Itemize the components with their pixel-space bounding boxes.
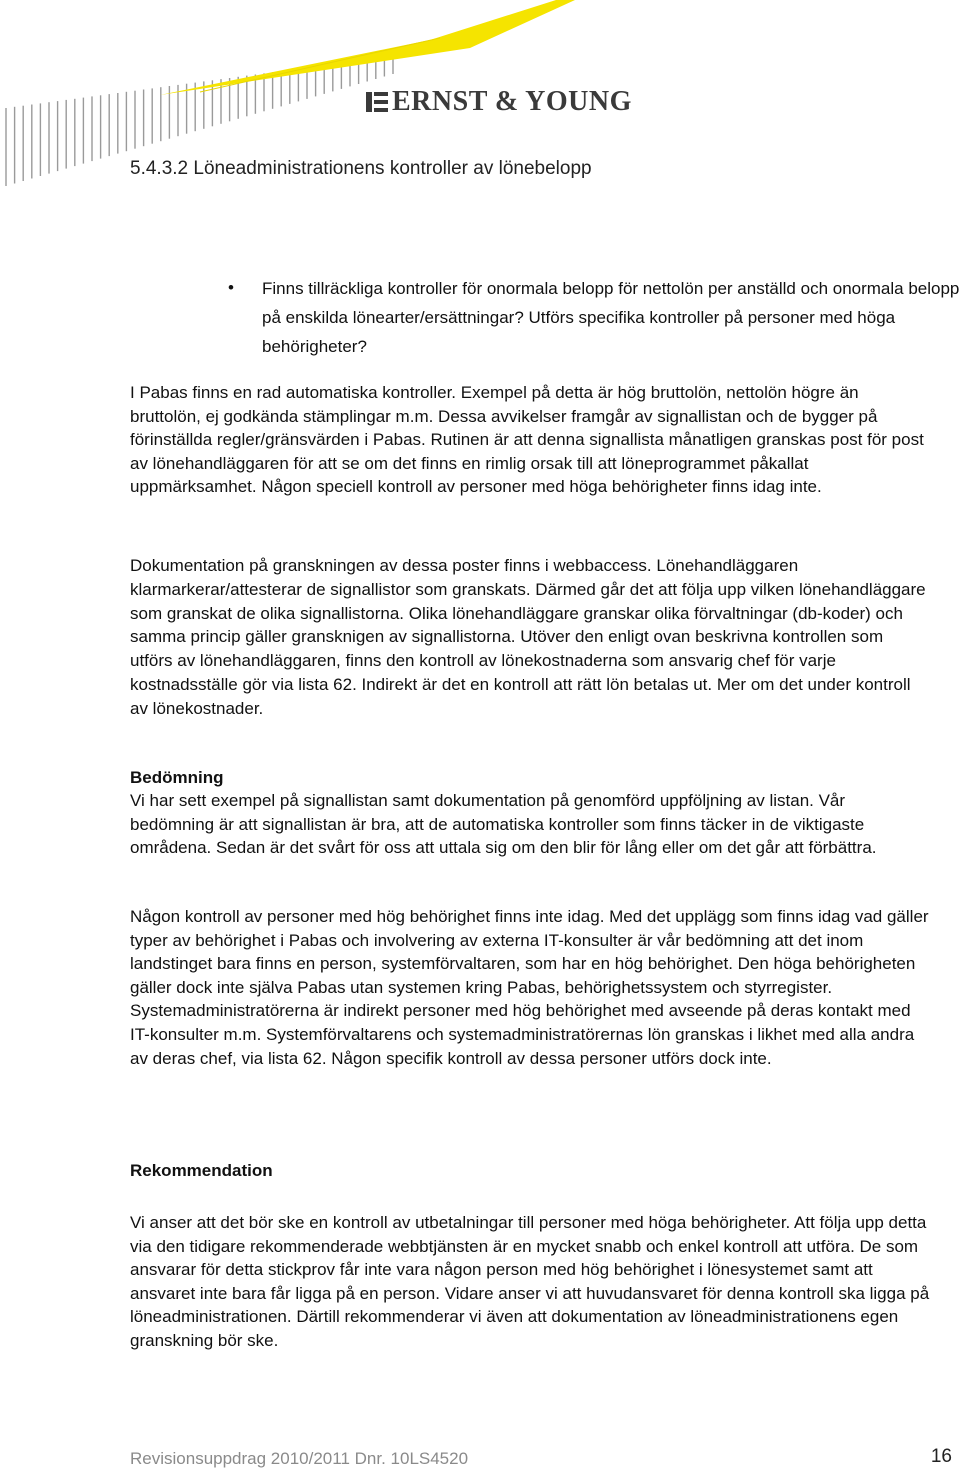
assessment-heading: Bedömning [130,768,224,787]
ey-logo-mark-icon [366,90,390,114]
paragraph-text: Någon kontroll av personer med hög behörighet finns inte idag. Med det upplägg som finns idag vad gäller typer av behörighet i Pabas och involvering av externa IT-konsulter är vår bedömning att det inom landstinget bara finns en person, systemförvaltaren, som har en hög behörighet. Den höga behörigheten gäller dock inte själva Pabas utan systemen kring Pabas, behörighetssystem och styrregister. Systemadministratörerna är indirekt personer med hög behörighet med avseende på deras kontakt med IT-konsulter m.m. Systemförvaltarens och systemadministratörernas lön granskas i likhet med alla andra av deras chef, via lista 62. Någon specifik kontroll av dessa personer utförs dock inte. [130,907,929,1068]
recommendation-section [130,1211,930,1353]
paragraph-text: Dokumentation på granskningen av dessa poster finns i webbaccess. Lönehandläggaren klarmarkerar/attesterar de signallistor som granskats. Därmed går det att följa upp vilken lönehandläggare som granskat de olika signallistorna. Olika lönehandläggare granskar olika förvaltningar (db-koder) och samma princip gäller gransknigen av signallistorna. Utöver den enligt ovan beskrivna kontrollen som utförs av lönehandläggaren, finns den kontroll av lönekostnaderna som ansvarig chef för varje kostnadsställe gör via lista 62. Indirekt är det en kontroll att rätt lön betalas ut. Mer om det under kontroll av lönekostnader. [130,556,926,718]
company-logo-text: ERNST & YOUNG [392,86,632,117]
footer-reference: Revisionsuppdrag 2010/2011 Dnr. 10LS4520 [130,1449,469,1468]
body-paragraph [130,554,930,721]
paragraph-text: Vi anser att det bör ske en kontroll av utbetalningar till personer med höga behörigheter. Att följa upp detta via den tidigare rekommenderade webbtjänsten är en mycket snabb och enkel kontroll att utföra. De som ansvarar för detta stickprov får inte vara någon person med hög behörighet i lönesystemet samt att ansvaret inte bara får ligga på en person. Vidare anser vi att huvudansvaret för denna kontroll ska ligga på löneadministrationen. Därtill rekommenderar vi även att dokumentation av löneadministrationens egen granskning bör ske. [130,1213,930,1350]
swoosh-edge [200,38,440,92]
bullet-icon: • [228,278,234,297]
paragraph-text: I Pabas finns en rad automatiska kontroller. Exempel på detta är hög bruttolön, nettolön högre än bruttolön, ej godkända stämplingar m.m. Dessa avvikelser framgår av signallistan och de bygger på förinställda regler/gränsvärden i Pabas. Rutinen är att denna signallista månatligen granskas post för post av lönehandläggaren för att se om det finns en rimlig orsak till att löneprogrammet påkallat uppmärksamhet. Någon speciell kontroll av personer med höga behörigheter finns idag inte. [130,383,924,497]
body-paragraph [130,905,930,1070]
list-item-text: Finns tillräckliga kontroller för onormala belopp för nettolön per anställd och onormala belopp på enskilda lönearter/ersättningar? Utförs specifika kontroller på personer med höga behörigheter? [262,279,960,356]
section-heading: 5.4.3.2 Löneadministrationens kontroller av lönebelopp [130,158,592,179]
paragraph-text: Vi har sett exempel på signallistan samt dokumentation på genomförd uppföljning av listan. Vår bedömning är att signallistan är bra, att de automatiska kontroller som finns täcker in de viktigaste områdena. Sedan är det svårt för oss att uttala sig om den blir för lång eller om det går att förbättra. [130,791,877,858]
recommendation-heading: Rekommendation [130,1161,273,1180]
page-number: 16 [930,1446,952,1467]
body-paragraph [130,381,930,499]
assessment-section [130,766,930,860]
